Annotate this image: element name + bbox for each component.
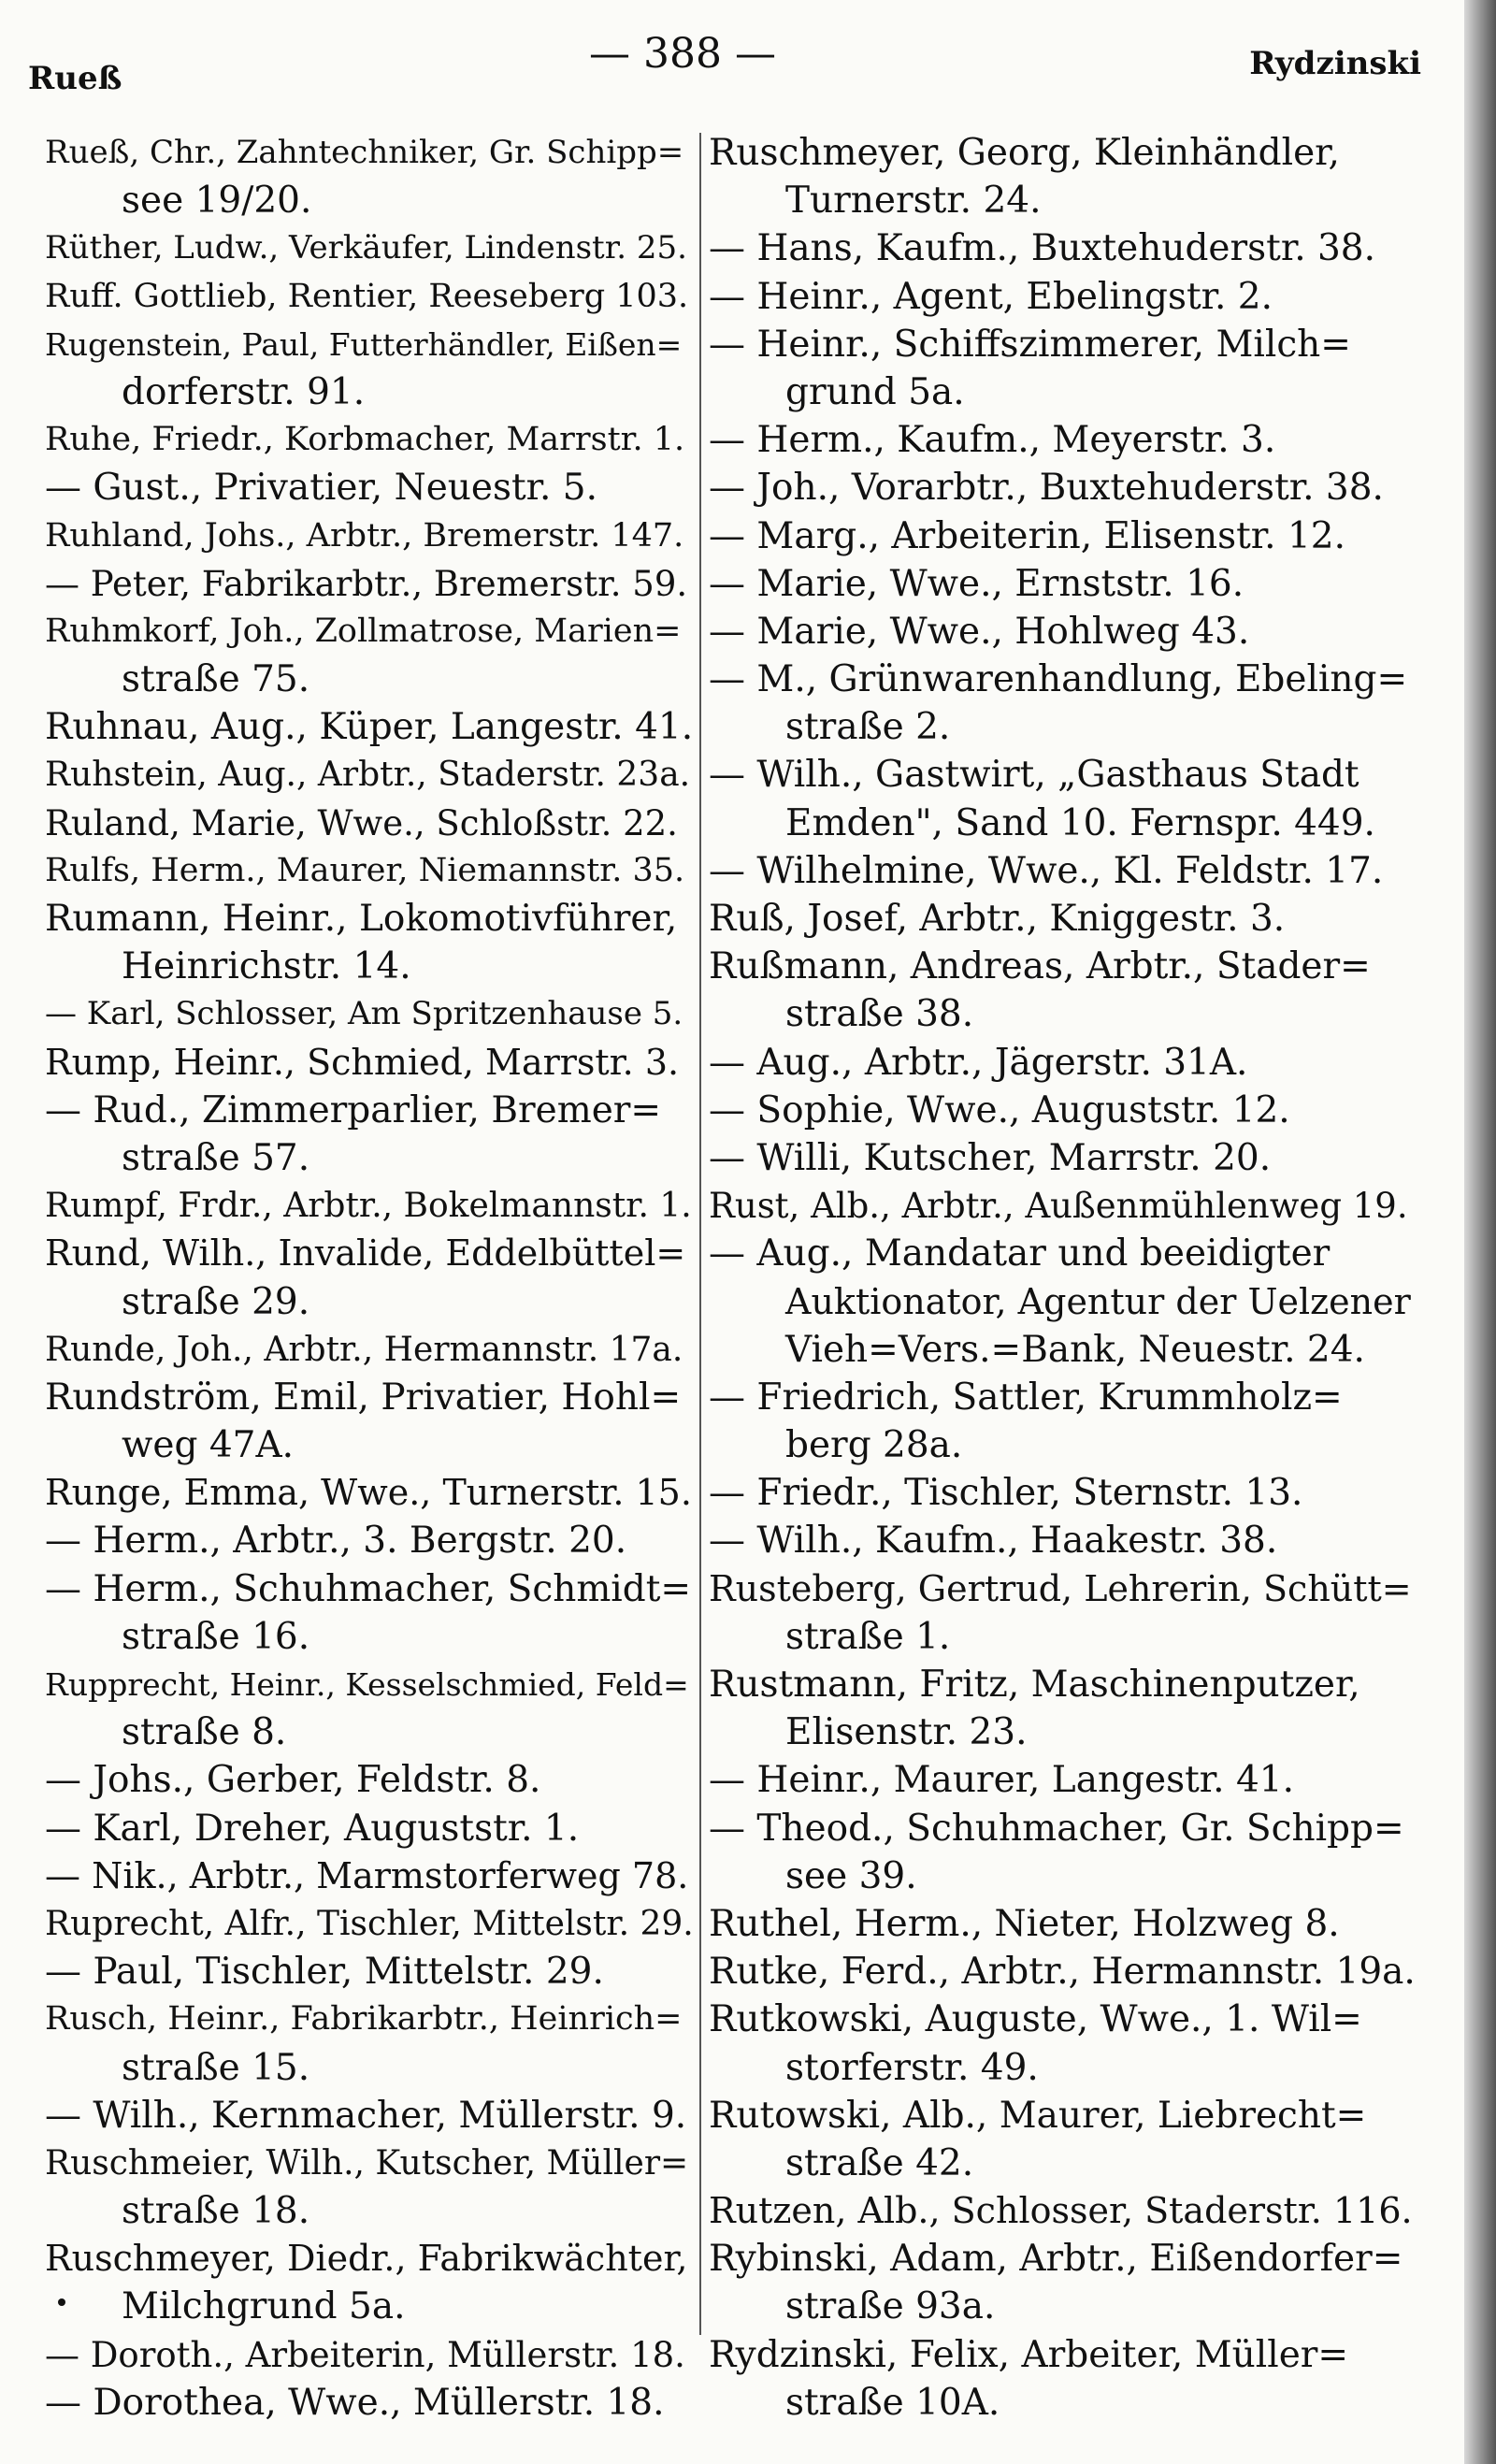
directory-line: — Sophie, Wwe., Auguststr. 12. bbox=[709, 1088, 1290, 1131]
directory-line: Ruschmeyer, Georg, Kleinhändler, bbox=[709, 132, 1340, 174]
directory-line: — Gust., Privatier, Neuestr. 5. bbox=[45, 467, 598, 510]
directory-line: see 19/20. bbox=[122, 180, 312, 223]
directory-line: Ruß, Josef, Arbtr., Kniggestr. 3. bbox=[709, 898, 1286, 940]
directory-line: Rust, Alb., Arbtr., Außenmühlenweg 19. bbox=[709, 1186, 1408, 1227]
directory-line: Ruhland, Johs., Arbtr., Bremerstr. 147. bbox=[45, 516, 684, 555]
directory-line: Ruhe, Friedr., Korbmacher, Marrstr. 1. bbox=[45, 421, 685, 459]
column-divider bbox=[699, 133, 701, 2335]
directory-line: Rulfs, Herm., Maurer, Niemannstr. 35. bbox=[45, 851, 685, 889]
directory-line: — Heinr., Schiffszimmerer, Milch= bbox=[709, 323, 1351, 366]
directory-line: dorferstr. 91. bbox=[122, 370, 366, 413]
directory-line: Ruschmeyer, Diedr., Fabrikwächter, bbox=[45, 2238, 688, 2280]
directory-line: Runge, Emma, Wwe., Turnerstr. 15. bbox=[45, 1472, 692, 1514]
directory-line: Ruschmeier, Wilh., Kutscher, Müller= bbox=[45, 2143, 689, 2183]
directory-line: — M., Grünwarenhandlung, Ebeling= bbox=[709, 658, 1408, 701]
directory-line: — Aug., Arbtr., Jägerstr. 31A. bbox=[709, 1041, 1248, 1084]
directory-line: Auktionator, Agentur der Uelzener bbox=[785, 1280, 1411, 1322]
directory-line: straße 42. bbox=[785, 2141, 974, 2184]
directory-line: Rydzinski, Felix, Arbeiter, Müller= bbox=[709, 2333, 1349, 2376]
directory-line: straße 38. bbox=[785, 993, 974, 1036]
directory-line: Rugenstein, Paul, Futterhändler, Eißen= bbox=[45, 325, 683, 363]
directory-line: — Paul, Tischler, Mittelstr. 29. bbox=[45, 1951, 604, 1994]
directory-line: straße 57. bbox=[122, 1136, 310, 1179]
directory-line: straße 2. bbox=[785, 706, 951, 749]
ink-spot bbox=[58, 2298, 65, 2306]
directory-line: — Doroth., Arbeiterin, Müllerstr. 18. bbox=[45, 2334, 685, 2375]
header-left-keyword: Rueß bbox=[28, 60, 122, 97]
directory-line: — Herm., Arbtr., 3. Bergstr. 20. bbox=[45, 1520, 627, 1563]
directory-line: Ruhnau, Aug., Küper, Langestr. 41. bbox=[45, 706, 694, 749]
directory-line: Rupprecht, Heinr., Kesselschmied, Feld= bbox=[45, 1666, 689, 1703]
directory-line: — Hans, Kaufm., Buxtehuderstr. 38. bbox=[709, 227, 1376, 270]
directory-line: Turnerstr. 24. bbox=[785, 180, 1042, 223]
header-right-keyword: Rydzinski bbox=[1249, 45, 1421, 82]
directory-line: Ruthel, Herm., Nieter, Holzweg 8. bbox=[709, 1902, 1340, 1945]
directory-line: — Peter, Fabrikarbtr., Bremerstr. 59. bbox=[45, 563, 688, 604]
directory-line: — Herm., Schuhmacher, Schmidt= bbox=[45, 1567, 692, 1610]
directory-line: Rutke, Ferd., Arbtr., Hermannstr. 19a. bbox=[709, 1951, 1416, 1994]
directory-line: straße 10A. bbox=[785, 2381, 1000, 2424]
directory-line: — Wilhelmine, Wwe., Kl. Feldstr. 17. bbox=[709, 849, 1384, 892]
directory-line: straße 16. bbox=[122, 1615, 310, 1658]
directory-line: — Rud., Zimmerparlier, Bremer= bbox=[45, 1088, 662, 1131]
directory-line: — Wilh., Kernmacher, Müllerstr. 9. bbox=[45, 2094, 687, 2137]
directory-line: straße 75. bbox=[122, 658, 310, 701]
page-number: — 388 — bbox=[589, 30, 776, 78]
directory-line: straße 29. bbox=[122, 1280, 310, 1323]
directory-line: Rutowski, Alb., Maurer, Liebrecht= bbox=[709, 2094, 1367, 2137]
directory-line: weg 47A. bbox=[122, 1424, 295, 1467]
directory-line: Rund, Wilh., Invalide, Eddelbüttel= bbox=[45, 1232, 686, 1275]
directory-line: — Marg., Arbeiterin, Elisenstr. 12. bbox=[709, 514, 1345, 557]
directory-line: Rundström, Emil, Privatier, Hohl= bbox=[45, 1376, 682, 1419]
directory-line: — Friedr., Tischler, Sternstr. 13. bbox=[709, 1472, 1303, 1515]
directory-line: Rusch, Heinr., Fabrikarbtr., Heinrich= bbox=[45, 2000, 683, 2039]
directory-line: see 39. bbox=[785, 1854, 917, 1897]
directory-line: — Joh., Vorarbtr., Buxtehuderstr. 38. bbox=[709, 467, 1384, 510]
directory-line: Emden", Sand 10. Fernspr. 449. bbox=[785, 801, 1375, 844]
directory-line: Rustmann, Fritz, Maschinenputzer, bbox=[709, 1664, 1360, 1706]
directory-line: Rutzen, Alb., Schlosser, Staderstr. 116. bbox=[709, 2190, 1413, 2232]
directory-line: straße 15. bbox=[122, 2046, 310, 2089]
directory-line: berg 28a. bbox=[785, 1424, 963, 1467]
directory-line: Milchgrund 5a. bbox=[122, 2285, 406, 2328]
directory-line: Vieh=Vers.=Bank, Neuestr. 24. bbox=[785, 1328, 1365, 1371]
directory-line: — Marie, Wwe., Ernststr. 16. bbox=[709, 562, 1244, 605]
directory-line: Rusteberg, Gertrud, Lehrerin, Schütt= bbox=[709, 1567, 1412, 1609]
directory-line: Heinrichstr. 14. bbox=[122, 945, 411, 988]
directory-line: Rump, Heinr., Schmied, Marrstr. 3. bbox=[45, 1041, 680, 1083]
right-column bbox=[709, 129, 1429, 2427]
directory-line: — Johs., Gerber, Feldstr. 8. bbox=[45, 1759, 541, 1802]
directory-line: Rueß, Chr., Zahntechniker, Gr. Schipp= bbox=[45, 134, 684, 171]
directory-line: Rumann, Heinr., Lokomotivführer, bbox=[45, 898, 678, 940]
directory-line: — Dorothea, Wwe., Müllerstr. 18. bbox=[45, 2381, 665, 2424]
directory-line: Rumpf, Frdr., Arbtr., Bokelmannstr. 1. bbox=[45, 1187, 692, 1226]
directory-line: storferstr. 49. bbox=[785, 2046, 1039, 2089]
left-column bbox=[45, 129, 699, 2427]
directory-line: — Willi, Kutscher, Marrstr. 20. bbox=[709, 1136, 1272, 1179]
directory-line: straße 1. bbox=[785, 1615, 951, 1658]
directory-line: — Karl, Dreher, Auguststr. 1. bbox=[45, 1807, 580, 1850]
directory-line: straße 93a. bbox=[785, 2285, 996, 2328]
page-edge-shadow bbox=[1464, 0, 1496, 2464]
directory-line: Ruhstein, Aug., Arbtr., Staderstr. 23a. bbox=[45, 756, 691, 795]
directory-line: — Karl, Schlosser, Am Spritzenhause 5. bbox=[45, 995, 683, 1033]
directory-line: Ruhmkorf, Joh., Zollmatrose, Marien= bbox=[45, 612, 682, 650]
directory-line: — Theod., Schuhmacher, Gr. Schipp= bbox=[709, 1807, 1404, 1850]
directory-line: Rutkowski, Auguste, Wwe., 1. Wil= bbox=[709, 1998, 1362, 2041]
directory-line: Rybinski, Adam, Arbtr., Eißendorfer= bbox=[709, 2238, 1403, 2281]
directory-line: — Heinr., Agent, Ebelingstr. 2. bbox=[709, 275, 1273, 318]
directory-line: — Wilh., Kaufm., Haakestr. 38. bbox=[709, 1520, 1278, 1563]
directory-line: — Aug., Mandatar und beeidigter bbox=[709, 1232, 1331, 1275]
page-header bbox=[28, 22, 1421, 97]
directory-line: grund 5a. bbox=[785, 370, 965, 413]
directory-line: Ruff. Gottlieb, Rentier, Reeseberg 103. bbox=[45, 277, 689, 315]
directory-line: Elisenstr. 23. bbox=[785, 1711, 1028, 1754]
directory-line: — Wilh., Gastwirt, „Gasthaus Stadt bbox=[709, 754, 1359, 797]
directory-line: — Heinr., Maurer, Langestr. 41. bbox=[709, 1759, 1294, 1802]
directory-line: — Marie, Wwe., Hohlweg 43. bbox=[709, 610, 1250, 653]
directory-line: straße 8. bbox=[122, 1711, 287, 1754]
directory-line: Ruland, Marie, Wwe., Schloßstr. 22. bbox=[45, 802, 678, 843]
directory-line: Rußmann, Andreas, Arbtr., Stader= bbox=[709, 945, 1371, 988]
directory-line: — Herm., Kaufm., Meyerstr. 3. bbox=[709, 419, 1276, 462]
directory-line: Runde, Joh., Arbtr., Hermannstr. 17a. bbox=[45, 1330, 683, 1369]
directory-line: — Nik., Arbtr., Marmstorferweg 78. bbox=[45, 1854, 689, 1896]
directory-line: Rüther, Ludw., Verkäufer, Lindenstr. 25. bbox=[45, 229, 687, 267]
directory-line: straße 18. bbox=[122, 2190, 310, 2233]
directory-line: — Friedrich, Sattler, Krummholz= bbox=[709, 1376, 1343, 1419]
directory-line: Ruprecht, Alfr., Tischler, Mittelstr. 29. bbox=[45, 1904, 694, 1943]
